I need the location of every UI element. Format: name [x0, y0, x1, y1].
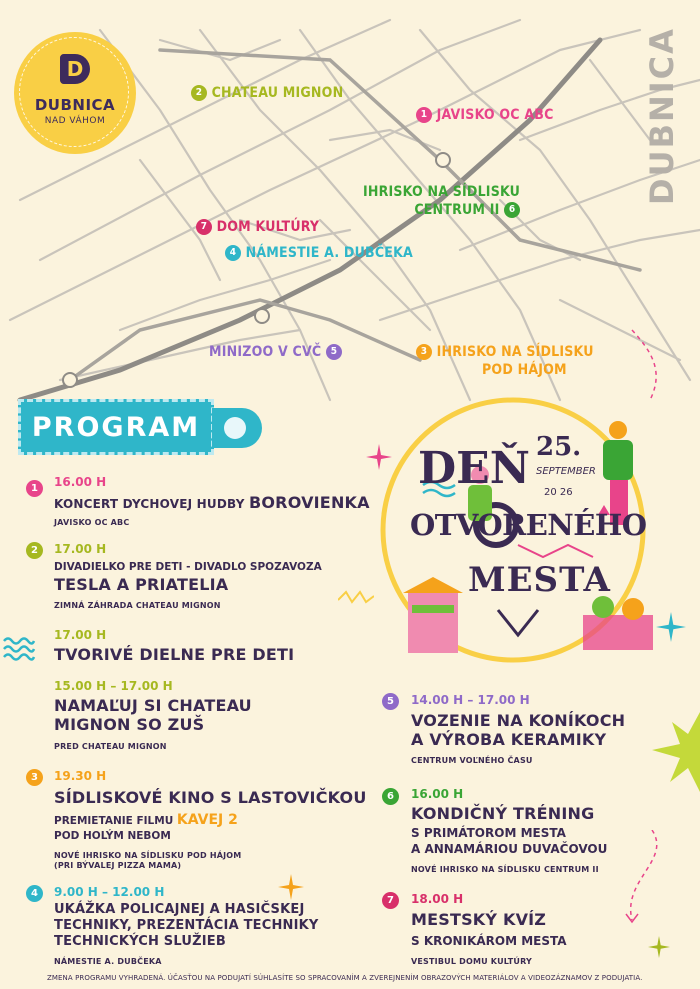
oak-leaf-icon — [224, 417, 246, 439]
map-pin-2: 2 — [191, 85, 207, 101]
program-num-2: 2 — [26, 542, 43, 559]
vertical-brand — [642, 22, 685, 232]
program-pre-3: PREMIETANIE FILMU KAVEJ 2 — [54, 812, 238, 828]
program-time-2b: 17.00 H — [54, 628, 107, 642]
program-time-2c: 15.00 H – 17.00 H — [54, 679, 173, 693]
map-label-6-line1: IHRISKO NA SÍDLISKU — [363, 184, 521, 200]
program-time-1: 16.00 H — [54, 475, 107, 489]
program-num-4: 4 — [26, 885, 43, 902]
program-title-6: KONDIČNÝ TRÉNING — [411, 804, 595, 823]
map-label-5: MINIZOO V CVČ — [209, 344, 322, 360]
program-banner — [18, 399, 214, 455]
program-time-7: 18.00 H — [411, 892, 464, 906]
program-time-5: 14.00 H – 17.00 H — [411, 693, 530, 707]
starburst-icon — [652, 712, 700, 792]
map-place-3 — [416, 344, 594, 378]
map-label-3-line1: IHRISKO NA SÍDLISKU — [436, 344, 594, 360]
program-heading: PROGRAM — [31, 412, 201, 443]
waves-icon — [2, 633, 36, 663]
program-title-2c-line2: MIGNON SO ZUŠ — [54, 715, 205, 734]
program-title-2c-line1: NAMAĽUJ SI CHATEAU — [54, 696, 252, 715]
sparkle-icon — [656, 612, 686, 642]
program-sub-6-line2: A ANNAMÁRIOU DUVAČOVOU — [411, 842, 608, 856]
map-pin-5: 5 — [326, 344, 342, 360]
logo-sub: NAD VÁHOM — [44, 116, 106, 126]
map-place-2 — [191, 85, 343, 101]
program-title-3: SÍDLISKOVÉ KINO S LASTOVIČKOU — [54, 788, 367, 807]
program-num-7: 7 — [382, 892, 399, 909]
map-pin-3: 3 — [416, 344, 432, 360]
program-time-3: 19.30 H — [54, 769, 107, 783]
event-title-line3: MESTA — [468, 560, 611, 600]
event-title-line2: OTVORENÉHO — [410, 508, 647, 542]
map-place-7 — [196, 219, 319, 235]
footer-note: ZMENA PROGRAMU VYHRADENÁ. ÚČASŤOU NA PODUJATÍ SÚHLASÍTE SO SPRACOVANÍM A ZVEREJNENÍM OBRAZOVÝCH MATERIÁLOV A VIDEOZÁZNAMOV Z PODUJATIA. — [47, 974, 643, 982]
program-title-5-line1: VOZENIE NA KONÍKOCH — [411, 711, 626, 730]
program-title-2b: TVORIVÉ DIELNE PRE DETI — [54, 645, 295, 664]
program-venue-4: NÁMESTIE A. DUBČEKA — [54, 957, 162, 966]
map-place-5 — [209, 344, 342, 360]
map-pin-4: 4 — [225, 245, 241, 261]
program-num-5: 5 — [382, 693, 399, 710]
program-time-6: 16.00 H — [411, 787, 464, 801]
program-sub-7-line1: S KRONIKÁROM MESTA — [411, 934, 567, 948]
program-num-6: 6 — [382, 788, 399, 805]
program-venue-2: ZIMNÁ ZÁHRADA CHATEAU MIGNON — [54, 601, 221, 610]
sparkle-icon — [648, 936, 670, 958]
map-label-7: DOM KULTÚRY — [216, 219, 320, 235]
event-month: SEPTEMBER — [536, 466, 596, 477]
dashed-arrow-icon — [612, 830, 672, 930]
map-place-6 — [363, 184, 520, 218]
program-venue-3-line2: (PRI BÝVALEJ PIZZA MAMA) — [54, 861, 182, 870]
program-title-4-line1: UKÁŽKA POLICAJNEJ A HASIČSKEJ — [54, 902, 305, 917]
program-title-4-line2: TECHNIKY, PREZENTÁCIA TECHNIKY — [54, 918, 319, 933]
program-title-5-line2: A VÝROBA KERAMIKY — [411, 730, 607, 749]
program-time-2: 17.00 H — [54, 542, 107, 556]
map-label-6-line2: CENTRUM II — [414, 202, 500, 218]
program-venue-6: NOVÉ IHRISKO NA SÍDLISKU CENTRUM II — [411, 865, 599, 874]
program-time-4: 9.00 H – 12.00 H — [54, 885, 165, 899]
sparkle-icon — [278, 874, 304, 900]
program-title-2: TESLA A PRIATELIA — [54, 575, 229, 594]
vertical-brand-text: DUBNICA — [642, 27, 681, 205]
oak-leaf-d-icon: D — [60, 54, 90, 84]
logo-name: DUBNICA — [34, 96, 116, 114]
program-venue-2c: PRED CHATEAU MIGNON — [54, 742, 167, 751]
event-title-line1: DEŇ — [418, 443, 530, 494]
program-title-7: MESTSKÝ KVÍZ — [411, 910, 547, 929]
program-pre-2: DIVADIELKO PRE DETI - DIVADLO SPOZAVOZA — [54, 561, 322, 573]
program-sub-6-line1: S PRIMÁTOROM MESTA — [411, 826, 566, 840]
sparkle-icon — [366, 444, 392, 470]
map-label-3-line2: POD HÁJOM — [482, 362, 567, 378]
zigzag-icon — [338, 588, 374, 610]
map-pin-6: 6 — [504, 202, 520, 218]
program-tab — [212, 408, 262, 448]
map-place-4 — [225, 245, 413, 261]
program-num-3: 3 — [26, 769, 43, 786]
program-pre-3-line2: POD HOLÝM NEBOM — [54, 830, 171, 842]
map-label-1: JAVISKO OC ABC — [436, 107, 554, 123]
program-venue-3-line1: NOVÉ IHRISKO NA SÍDLISKU POD HÁJOM — [54, 851, 242, 860]
map-label-4: NÁMESTIE A. DUBČEKA — [245, 245, 413, 261]
map-label-2: CHATEAU MIGNON — [211, 85, 344, 101]
map-place-1 — [416, 107, 554, 123]
program-venue-7: VESTIBUL DOMU KULTÚRY — [411, 957, 533, 966]
program-title-1: KONCERT DYCHOVEJ HUDBY BOROVIENKA — [54, 493, 370, 512]
event-year: 20 26 — [544, 487, 573, 498]
event-day: 25. — [536, 432, 582, 462]
program-title-4-line3: TECHNICKÝCH SLUŽIEB — [54, 934, 226, 949]
map-pin-7: 7 — [196, 219, 212, 235]
program-venue-5: CENTRUM VOĽNÉHO ČASU — [411, 756, 533, 765]
city-logo — [14, 32, 136, 154]
program-num-1: 1 — [26, 480, 43, 497]
program-venue-1: JAVISKO OC ABC — [54, 518, 130, 527]
map-pin-1: 1 — [416, 107, 432, 123]
